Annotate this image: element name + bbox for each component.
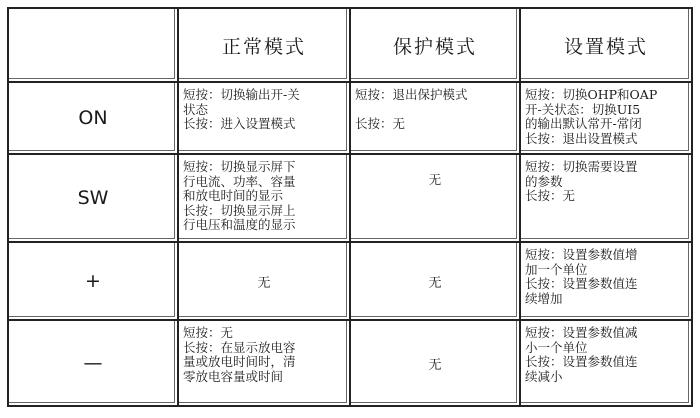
cell-plus-settings — [521, 243, 693, 321]
cell-on-normal-text: 短按：切换输出开-关 状态 长按：进入设置模式 — [183, 87, 300, 131]
table-row-plus — [7, 243, 693, 321]
cell-sw-protect — [351, 155, 521, 243]
cell-minus-normal-text: 短按：无 长按：在显示放电容 量或放电时间时，清 零放电容量或时间 — [183, 325, 296, 384]
cell-plus-settings-text: 短按：设置参数值增 加一个单位 长按：设置参数值连 续增加 — [525, 247, 638, 306]
cell-on-protect-text: 短按：退出保护模式 长按：无 — [355, 87, 468, 131]
cell-minus-settings-text: 短按：设置参数值减 小一个单位 长按：设置参数值连 续减小 — [525, 325, 638, 384]
header-normal-mode: 正常模式 — [179, 7, 351, 83]
cell-sw-settings — [521, 155, 693, 243]
cell-minus-protect: 无 — [351, 321, 521, 407]
table-row-sw — [7, 155, 693, 243]
cell-on-settings — [521, 83, 693, 155]
cell-plus-protect: 无 — [351, 243, 521, 321]
cell-minus-settings — [521, 321, 693, 407]
cell-sw-normal-text: 短按：切换显示屏下 行电流、功率、容量 和放电时间的显示 长按：切换显示屏上 行电压和温度的显示 — [183, 159, 296, 232]
header-row — [7, 7, 693, 83]
cell-on-protect — [351, 83, 521, 155]
cell-on-normal — [179, 83, 351, 155]
cell-on-settings-text: 短按：切换OHP和OAP 开-关状态：切换UI5 的输出默认常开-常闭 长按：退出设置模式 — [525, 87, 658, 146]
header-button-column — [7, 7, 179, 83]
row-label-on: ON — [7, 83, 179, 155]
cell-sw-protect-text: 无 — [428, 172, 442, 187]
cell-sw-settings-text: 短按：切换需要设置 的参数 长按：无 — [525, 159, 638, 203]
button-function-table — [7, 7, 693, 407]
cell-plus-normal: 无 — [179, 243, 351, 321]
row-label-plus: + — [7, 243, 179, 321]
header-settings-mode: 设置模式 — [521, 7, 693, 83]
header-protect-mode: 保护模式 — [351, 7, 521, 83]
button-function-table-wrapper — [7, 7, 693, 407]
table-row-on — [7, 83, 693, 155]
cell-minus-normal — [179, 321, 351, 407]
table-row-minus — [7, 321, 693, 407]
cell-sw-normal — [179, 155, 351, 243]
row-label-minus: — — [7, 321, 179, 407]
row-label-sw: SW — [7, 155, 179, 243]
